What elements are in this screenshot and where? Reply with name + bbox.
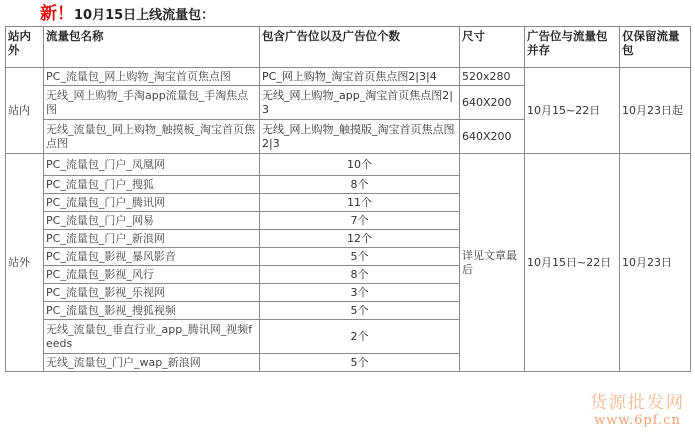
package-name: PC_流量包_门户_新浪网: [44, 230, 260, 248]
package-name: PC_流量包_门户_网易: [44, 212, 260, 230]
package-name: PC_流量包_影视_乐视网: [44, 284, 260, 302]
ad-count: 11个: [260, 194, 460, 212]
page-title: [40, 3, 214, 25]
package-name: PC_流量包_影视_风行: [44, 266, 260, 284]
coexist-period-inside: 10月15~22日: [525, 68, 620, 154]
ad-count: 8个: [260, 266, 460, 284]
title-text: 10月15日上线流量包：: [74, 8, 215, 23]
ad-count: 5个: [260, 354, 460, 372]
traffic-package-table: [5, 26, 691, 372]
keep-only-inside: 10月23日起: [620, 68, 691, 154]
package-name: PC_流量包_门户_凤凰网: [44, 154, 260, 176]
package-name: 无线_流量包_垂直行业_app_腾讯网_视频feeds: [44, 320, 260, 354]
package-name: PC_流量包_门户_腾讯网: [44, 194, 260, 212]
ad-count: 8个: [260, 176, 460, 194]
table-row: [6, 68, 691, 86]
watermark-text: 货源批发网: [590, 393, 685, 413]
header-coexist: 广告位与流量包并存: [525, 27, 620, 68]
ad-size: 520x280: [460, 68, 525, 86]
watermark-url: www.6pf.cn: [594, 413, 681, 428]
package-name: 无线_流量包_网上购物_触摸板_淘宝首页焦点图: [44, 120, 260, 154]
package-name: PC_流量包_影视_暴风影音: [44, 248, 260, 266]
ad-count: 2个: [260, 320, 460, 354]
header-keep-only: 仅保留流量包: [620, 27, 691, 68]
ad-slots: PC_网上购物_淘宝首页焦点图2|3|4: [260, 68, 460, 86]
keep-only-outside: 10月23日: [620, 154, 691, 372]
table-row: [6, 154, 691, 176]
header-package-name: 流量包名称: [44, 27, 260, 68]
ad-count: 5个: [260, 302, 460, 320]
size-outside: 详见文章最后: [460, 154, 525, 372]
region-inside: 站内: [6, 68, 44, 154]
title-exclamation: ！: [57, 4, 74, 24]
ad-count: 10个: [260, 154, 460, 176]
ad-count: 3个: [260, 284, 460, 302]
package-name: 无线_网上购物_手淘app流量包_手淘焦点图: [44, 86, 260, 120]
package-name: PC_流量包_门户_搜狐: [44, 176, 260, 194]
watermark-logo: [590, 388, 685, 428]
ad-count: 12个: [260, 230, 460, 248]
coexist-period-outside: 10月15日~22日: [525, 154, 620, 372]
package-name: 无线_流量包_门户_wap_新浪网: [44, 354, 260, 372]
package-name: PC_流量包_影视_搜狐视频: [44, 302, 260, 320]
ad-size: 640X200: [460, 86, 525, 120]
table-header-row: [6, 27, 691, 68]
region-outside: 站外: [6, 154, 44, 372]
header-size: 尺寸: [460, 27, 525, 68]
header-site: 站内外: [6, 27, 44, 68]
ad-slots: 无线_网上购物_触摸版_淘宝首页焦点图2|3: [260, 120, 460, 154]
ad-count: 5个: [260, 248, 460, 266]
new-label: 新: [40, 4, 57, 24]
ad-slots: 无线_网上购物_app_淘宝首页焦点图2|3: [260, 86, 460, 120]
header-ad-count: 包含广告位以及广告位个数: [260, 27, 460, 68]
ad-size: 640X200: [460, 120, 525, 154]
package-name: PC_流量包_网上购物_淘宝首页焦点图: [44, 68, 260, 86]
ad-count: 7个: [260, 212, 460, 230]
